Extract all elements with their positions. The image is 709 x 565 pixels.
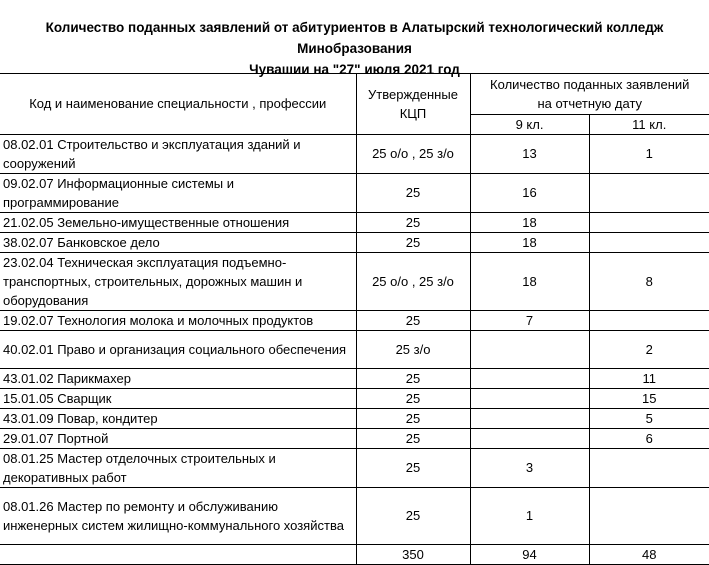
grade-9-count-cell: 16 — [470, 173, 589, 212]
kcp-cell: 25 — [356, 310, 470, 330]
specialty-cell: 21.02.05 Земельно-имущественные отношения — [0, 212, 356, 232]
kcp-cell: 25 з/о — [356, 330, 470, 368]
table-row — [0, 368, 709, 388]
specialty-cell: 19.02.07 Технология молока и молочных продуктов — [0, 310, 356, 330]
specialty-cell: 23.02.04 Техническая эксплуатация подъемно-транспортных, строительных, дорожных машин и оборудования — [0, 252, 356, 310]
table-row — [0, 408, 709, 428]
table-row — [0, 310, 709, 330]
kcp-cell: 25 о/о , 25 з/о — [356, 252, 470, 310]
header-kcp: Утвержденные КЦП — [356, 74, 470, 134]
table-row — [0, 173, 709, 212]
specialty-cell: 38.02.07 Банковское дело — [0, 232, 356, 252]
grade-9-count-cell — [470, 428, 589, 448]
grade-11-count-cell — [589, 487, 709, 544]
grade-11-count-cell — [589, 212, 709, 232]
kcp-cell: 25 — [356, 487, 470, 544]
kcp-cell: 350 — [356, 544, 470, 564]
kcp-cell: 25 — [356, 368, 470, 388]
grade-11-count-cell: 1 — [589, 134, 709, 173]
header-specialty: Код и наименование специальности , профессии — [0, 74, 356, 134]
grade-11-count-cell: 2 — [589, 330, 709, 368]
report-title — [0, 0, 709, 77]
kcp-cell: 25 — [356, 212, 470, 232]
grade-11-count-cell — [589, 232, 709, 252]
table-row — [0, 252, 709, 310]
grade-11-count-cell: 15 — [589, 388, 709, 408]
grade-11-count-cell: 48 — [589, 544, 709, 564]
grade-11-count-cell: 8 — [589, 252, 709, 310]
grade-9-count-cell: 18 — [470, 252, 589, 310]
specialty-cell: 29.01.07 Портной — [0, 428, 356, 448]
specialty-cell: 15.01.05 Сварщик — [0, 388, 356, 408]
applications-table — [0, 74, 709, 565]
specialty-cell: 08.02.01 Строительство и эксплуатация зданий и сооружений — [0, 134, 356, 173]
specialty-cell: 08.01.26 Мастер по ремонту и обслуживанию инженерных систем жилищно-коммунального хозяйства — [0, 487, 356, 544]
report-title-line-1: Количество поданных заявлений от абитуриентов в Алатырский технологический колледж Минобразования — [45, 20, 664, 56]
grade-9-count-cell: 13 — [470, 134, 589, 173]
kcp-cell: 25 — [356, 173, 470, 212]
table-row — [0, 428, 709, 448]
specialty-cell: 08.01.25 Мастер отделочных строительных и декоративных работ — [0, 448, 356, 487]
grade-11-count-cell: 5 — [589, 408, 709, 428]
grade-11-count-cell — [589, 448, 709, 487]
table-row — [0, 330, 709, 368]
kcp-cell: 25 — [356, 232, 470, 252]
kcp-cell: 25 — [356, 408, 470, 428]
kcp-cell: 25 о/о , 25 з/о — [356, 134, 470, 173]
kcp-cell: 25 — [356, 388, 470, 408]
grade-9-count-cell: 1 — [470, 487, 589, 544]
specialty-cell: 09.02.07 Информационные системы и программирование — [0, 173, 356, 212]
header-grade-9: 9 кл. — [470, 114, 589, 134]
specialty-cell: 40.02.01 Право и организация социального обеспечения — [0, 330, 356, 368]
header-row — [0, 74, 709, 114]
grade-9-count-cell — [470, 330, 589, 368]
specialty-cell — [0, 544, 356, 564]
header-applications: Количество поданных заявлений на отчетную дату — [470, 74, 709, 114]
grade-11-count-cell: 6 — [589, 428, 709, 448]
table-row — [0, 212, 709, 232]
grade-9-count-cell: 18 — [470, 232, 589, 252]
grade-9-count-cell — [470, 368, 589, 388]
grade-9-count-cell: 18 — [470, 212, 589, 232]
kcp-cell: 25 — [356, 428, 470, 448]
table-row — [0, 388, 709, 408]
table-row — [0, 232, 709, 252]
specialty-cell: 43.01.02 Парикмахер — [0, 368, 356, 388]
grade-9-count-cell: 7 — [470, 310, 589, 330]
specialty-cell: 43.01.09 Повар, кондитер — [0, 408, 356, 428]
header-grade-11: 11 кл. — [589, 114, 709, 134]
grade-11-count-cell — [589, 310, 709, 330]
grade-9-count-cell: 94 — [470, 544, 589, 564]
grade-9-count-cell — [470, 408, 589, 428]
kcp-cell: 25 — [356, 448, 470, 487]
grade-11-count-cell — [589, 173, 709, 212]
totals-row — [0, 544, 709, 564]
report-title-line-2: Чувашии на "27" июля 2021 год — [249, 62, 460, 77]
grade-11-count-cell: 11 — [589, 368, 709, 388]
grade-9-count-cell: 3 — [470, 448, 589, 487]
table-row — [0, 487, 709, 544]
table-row — [0, 134, 709, 173]
table-row — [0, 448, 709, 487]
grade-9-count-cell — [470, 388, 589, 408]
